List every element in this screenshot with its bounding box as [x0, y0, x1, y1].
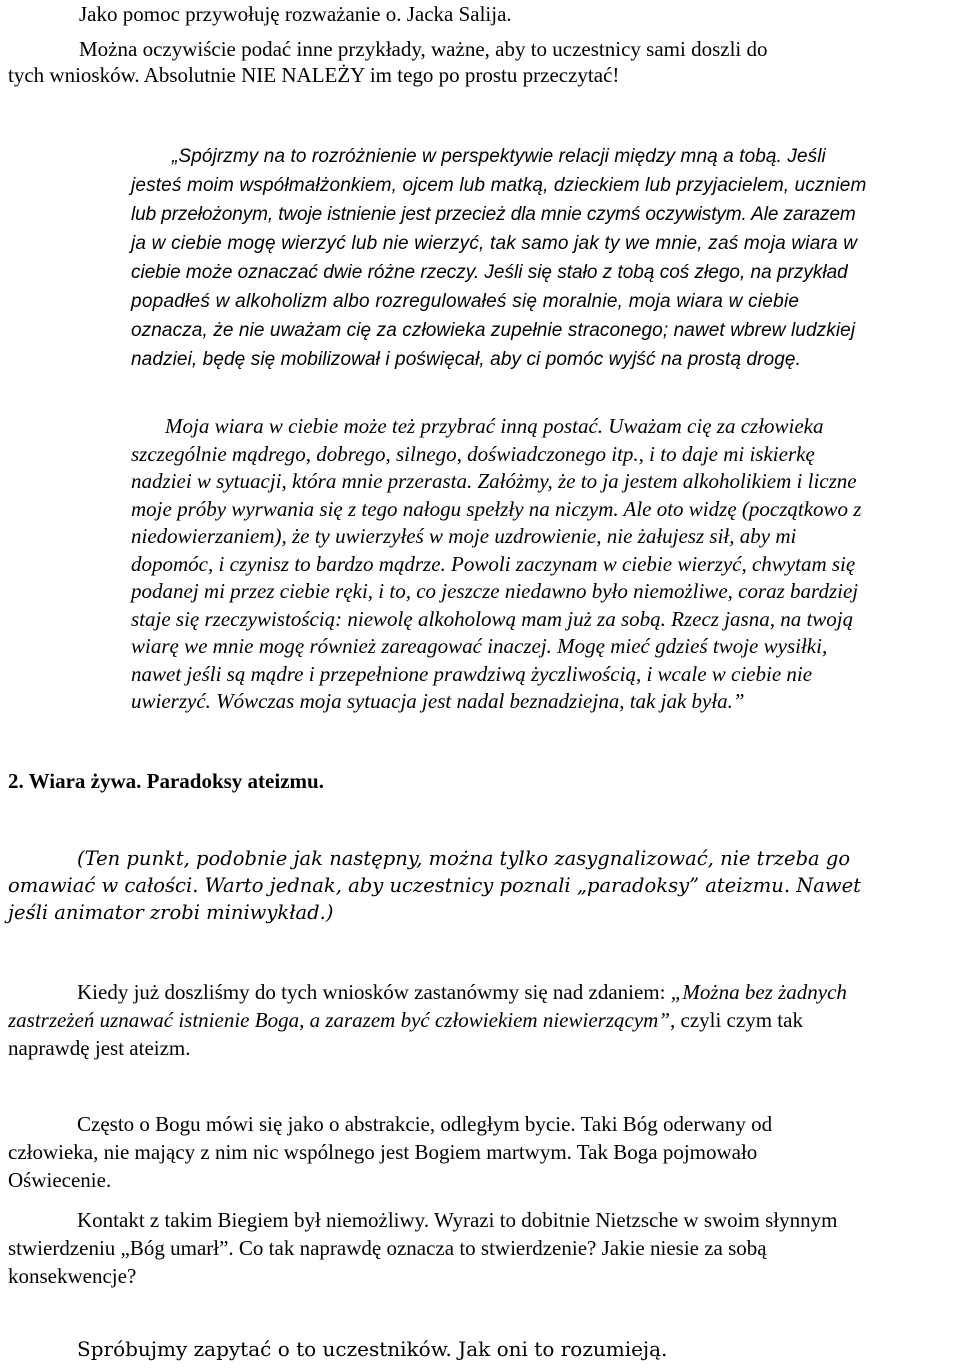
quote1-line: „Spójrzmy na to rozróżnienie w perspektywie relacji między mną a tobą. Jeśli [172, 146, 826, 167]
kiedy-line-3: naprawdę jest ateizm. [8, 1036, 191, 1060]
quote2-line: niedowierzaniem), że ty uwierzyłeś w moje uzdrowienie, nie żałujesz sił, aby mi [131, 524, 797, 548]
czesto-line: Często o Bogu mówi się jako o abstrakcie, odległym bycie. Taki Bóg oderwany od [77, 1112, 773, 1136]
section-heading: 2. Wiara żywa. Paradoksy ateizmu. [8, 769, 324, 793]
kiedy-line-2-text: , czyli czym tak [670, 1008, 803, 1032]
intro-line-2: Można oczywiście podać inne przykłady, ważne, aby to uczestnicy sami doszli do [79, 37, 768, 61]
quote1-line: popadłeś w alkoholizm albo rozregulowałeś się moralnie, moja wiara w ciebie [131, 291, 800, 312]
kiedy-line-2-quote: zastrzeżeń uznawać istnienie Boga, a zarazem być człowiekiem niewierzącym” [8, 1008, 670, 1032]
quote2-line: szczególnie mądrego, dobrego, silnego, doświadczonego itp., i to daje mi iskierkę [131, 441, 815, 466]
note-line: jeśli animator zrobi miniwykład.) [8, 901, 334, 924]
intro-line-1: Jako pomoc przywołuję rozważanie o. Jacka Salija. [79, 2, 512, 26]
kiedy-paragraph [8, 978, 960, 1062]
quote1-line: ciebie może oznaczać dwie różne rzeczy. Jeśli się stało z tobą coś złego, na przykład [131, 262, 848, 283]
note-line: (Ten punkt, podobnie jak następny, można tylko zasygnalizować, nie trzeba go [77, 847, 851, 870]
quote1-line: nadziei, będę się mobilizował i poświęcał, aby ci pomóc wyjść na prostą drogę. [131, 349, 801, 370]
kontakt-line: konsekwencje? [8, 1264, 137, 1288]
quote2-line: uwierzyć. Wówczas moja sytuacja jest nadal beznadziejna, tak jak była.” [131, 689, 745, 713]
quote2-line: moje próby wyrwania się z tego nałogu spełzły na niczym. Ale oto widzę (początkowo z [131, 496, 862, 521]
quote-paragraph-2 [131, 413, 960, 716]
czesto-paragraph [8, 1110, 960, 1194]
czesto-line: człowieka, nie mający z nim nic wspólnego jest Bogiem martwym. Tak Boga pojmowało [8, 1140, 758, 1164]
kiedy-line-2 [8, 1006, 960, 1034]
note-line: omawiać w całości. Warto jednak, aby uczestnicy poznali „paradoksy” ateizmu. Nawet [8, 874, 861, 897]
quote1-line: ja w ciebie mogę wierzyć lub nie wierzyć, tak samo jak ty we mnie, zaś moja wiara w [131, 233, 858, 254]
quote2-line: nadziei w sytuacji, która mnie przerasta. Załóżmy, że to ja jestem alkoholikiem i liczne [131, 469, 857, 493]
quote1-line: oznacza, że nie uważam cię za człowieka zupełnie straconego; nawet wbrew ludzkiej [131, 320, 856, 341]
kontakt-line: Kontakt z takim Biegiem był niemożliwy. Wyrazi to dobitnie Nietzsche w swoim słynnym [77, 1208, 838, 1232]
kiedy-line-1 [8, 978, 960, 1006]
note-paragraph [8, 845, 960, 926]
kontakt-line: stwierdzeniu „Bóg umarł”. Co tak naprawdę oznacza to stwierdzenie? Jakie niesie za sobą [8, 1236, 767, 1260]
quote2-line: dopomóc, i czynisz to bardzo mądrze. Powoli zaczynam w ciebie wierzyć, chwytam się [131, 551, 856, 576]
quote1-line: jesteś moim współmałżonkiem, ojcem lub matką, dzieckiem lub przyjacielem, uczniem [131, 175, 867, 196]
kiedy-line-1-text: Kiedy już doszliśmy do tych wniosków zastanówmy się nad zdaniem: [77, 980, 671, 1004]
quote2-line: wiarę we mnie mogę również zareagować inaczej. Mogę mieć gdzieś twoje wysiłki, [131, 634, 828, 658]
intro-line-3: tych wniosków. Absolutnie NIE NALEŻY im tego po prostu przeczytać! [8, 63, 620, 87]
quote2-line: Moja wiara w ciebie może też przybrać inną postać. Uważam cię za człowieka [165, 414, 824, 438]
closing-line: Spróbujmy zapytać o to uczestników. Jak oni to rozumieją. [77, 1337, 668, 1361]
quote1-line: lub przełożonym, twoje istnienie jest przecież dla mnie czymś oczywistym. Ale zarazem [131, 204, 856, 225]
quote-paragraph-1 [131, 142, 960, 374]
quote2-line: nawet jeśli są mądre i przepełnione prawdziwą życzliwością, i wcale w ciebie nie [131, 661, 813, 686]
kiedy-line-1-quote: „Można bez żadnych [670, 980, 847, 1004]
czesto-line: Oświecenie. [8, 1168, 112, 1192]
kontakt-paragraph [8, 1206, 960, 1290]
quote2-line: podanej mi przez ciebie ręki, i to, co jeszcze niedawno było niemożliwe, coraz bardziej [131, 579, 859, 603]
quote2-line: staje się rzeczywistością: niewolę alkoholową mam już za sobą. Rzecz jasna, na twoją [131, 606, 854, 631]
